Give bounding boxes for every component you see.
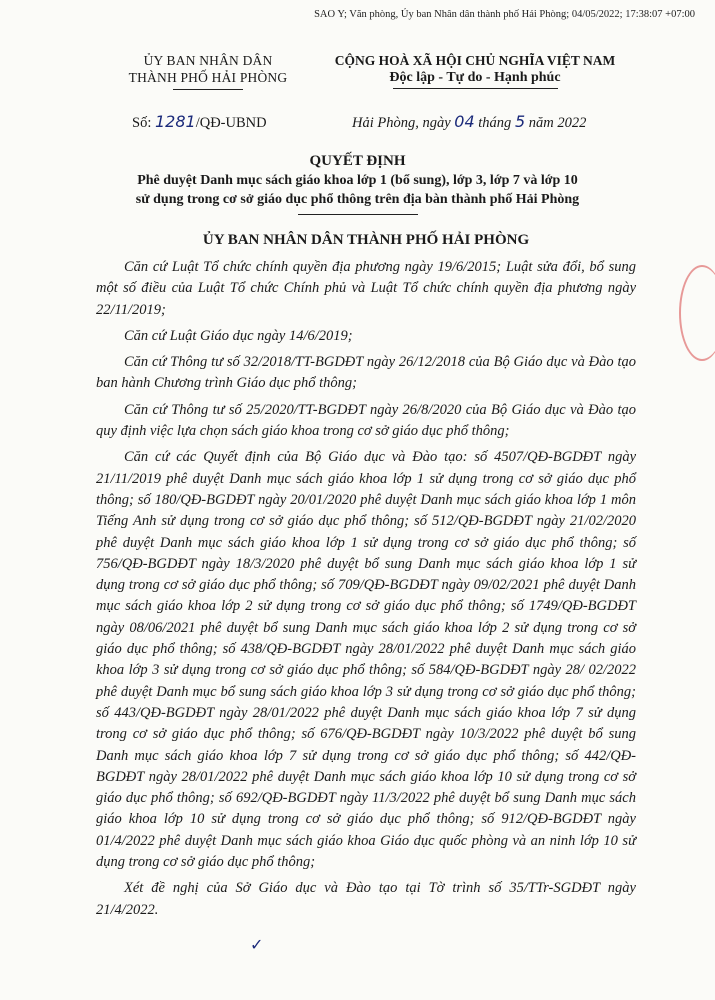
initial-check-mark: ✓ xyxy=(250,935,264,954)
month-label: tháng xyxy=(478,115,512,131)
reference-line xyxy=(0,112,715,132)
document-header xyxy=(0,52,715,92)
legal-basis-paragraph: Căn cứ các Quyết định của Bộ Giáo dục và Đào tạo: số 4507/QĐ-BGDĐT ngày 21/11/2019 phê duyệt Danh mục sách giáo khoa lớp 1 sử dụng trong cơ sở giáo dục phổ thông; số 180/QĐ-BGDĐT ngày 20/01/2020 phê duyệt Danh mục sách giáo khoa lớp 1 môn Tiếng Anh sử dụng trong cơ sở giáo dục phổ thông; số 512/QĐ-BGDĐT ngày 21/02/2020 phê duyệt Danh mục sách giáo khoa lớp 1 sử dụng trong cơ sở giáo dục phổ thông; số 756/QĐ-BGDĐT ngày 18/3/2020 phê duyệt bổ sung Danh mục sách giáo khoa lớp 1 sử dụng trong cơ sở giáo dục phổ thông; số 709/QĐ-BGDĐT ngày 09/02/2021 phê duyệt Danh mục sách giáo khoa lớp 2 sử dụng trong cơ sở giáo dục phổ thông; số 1749/QĐ-BGDĐT ngày 08/06/2021 phê duyệt bổ sung Danh mục sách giáo khoa lớp 2 sử dụng trong cơ sở giáo dục phổ thông; số 438/QĐ-BGDĐT ngày 28/01/2022 phê duyệt Danh mục sách giáo khoa lớp 3 sử dụng trong cơ sở giáo dục phổ thông; số 584/QĐ-BGDĐT ngày 28/ 02/2022 phê duyệt Danh mục bổ sung sách giáo khoa lớp 3 sử dụng trong cơ sở giáo dục phổ thông; số 443/QĐ-BGDĐT ngày 28/01/2022 phê duyệt Danh mục sách giáo khoa lớp 7 sử dụng trong cơ sở giáo dục phổ thông; số 676/QĐ-BGDĐT ngày 10/3/2022 phê duyệt bổ sung Danh mục sách giáo khoa lớp 7 sử dụng trong cơ sở giáo dục phổ thông; số 442/QĐ-BGDĐT ngày 28/01/2022 phê duyệt Danh mục sách giáo khoa lớp 10 sử dụng trong cơ sở giáo dục phổ thông; số 692/QĐ-BGDĐT ngày 11/3/2022 phê duyệt bổ sung Danh mục sách giáo khoa lớp 10 sử dụng trong cơ sở giáo dục phổ thông; số 912/QĐ-BGDĐT ngày 01/4/2022 phê duyệt Danh mục sách giáo khoa Giáo dục quốc phòng và an ninh lớp 10 sử dụng trong cơ sở giáo dục phổ thông; xyxy=(96,449,636,871)
national-title xyxy=(305,52,645,89)
number-suffix: /QĐ-UBND xyxy=(195,115,267,131)
date-place: Hải Phòng, ngày xyxy=(352,115,451,131)
title-divider xyxy=(298,214,418,215)
document-body xyxy=(96,232,636,926)
motto-divider xyxy=(393,88,558,89)
agency-line-2: THÀNH PHỐ HẢI PHÒNG xyxy=(128,70,288,85)
legal-basis-paragraph: Căn cứ Luật Tổ chức chính quyền địa phương ngày 19/6/2015; Luật sửa đổi, bổ sung một số điều của Luật Tổ chức Chính phủ và Luật Tổ chức chính quyền địa phương ngày 22/11/2019; xyxy=(96,259,636,318)
nation-motto: Độc lập - Tự do - Hạnh phúc xyxy=(389,70,561,85)
decision-title: QUYẾT ĐỊNH xyxy=(309,153,406,169)
legal-basis-paragraph: Căn cứ Luật Giáo dục ngày 14/6/2019; xyxy=(124,327,353,344)
legal-basis-paragraph: Căn cứ Thông tư số 32/2018/TT-BGDĐT ngày 26/12/2018 của Bộ Giáo dục và Đào tạo ban hành Chương trình Giáo dục phổ thông; xyxy=(96,354,636,392)
decision-subtitle-line-1: Phê duyệt Danh mục sách giáo khoa lớp 1 (bổ sung), lớp 3, lớp 7 và lớp 10 xyxy=(137,173,578,188)
proposal-paragraph: Xét đề nghị của Sở Giáo dục và Đào tạo tại Tờ trình số 35/TTr-SGDĐT ngày 21/4/2022. xyxy=(96,880,636,918)
agency-line-1: ỦY BAN NHÂN DÂN xyxy=(143,53,273,68)
agency-divider xyxy=(173,89,243,90)
handwritten-month: 5 xyxy=(514,112,526,131)
number-prefix: Số: xyxy=(132,115,152,131)
handwritten-number: 1281 xyxy=(154,112,196,131)
document-date xyxy=(352,112,586,132)
legal-basis-paragraph: Căn cứ Thông tư số 25/2020/TT-BGDĐT ngày 26/8/2020 của Bộ Giáo dục và Đào tạo quy định việc lựa chọn sách giáo khoa trong cơ sở giáo dục phổ thông; xyxy=(96,401,636,440)
issuer-heading: ỦY BAN NHÂN DÂN THÀNH PHỐ HẢI PHÒNG xyxy=(202,232,530,248)
year-label: năm 2022 xyxy=(528,115,587,131)
issuing-agency xyxy=(118,52,298,90)
decision-title-block xyxy=(0,152,715,215)
decision-subtitle-line-2: sử dụng trong cơ sở giáo dục phổ thông trên địa bàn thành phố Hải Phòng xyxy=(135,192,580,207)
document-number xyxy=(132,112,267,132)
nation-line-1: CỘNG HOÀ XÃ HỘI CHỦ NGHĨA VIỆT NAM xyxy=(334,53,616,68)
digital-copy-stamp: SAO Y; Văn phòng, Ủy ban Nhân dân thành phố Hải Phòng; 04/05/2022; 17:38:07 +07:00 xyxy=(314,9,695,20)
red-seal-edge xyxy=(679,265,715,361)
handwritten-day: 04 xyxy=(454,112,475,131)
